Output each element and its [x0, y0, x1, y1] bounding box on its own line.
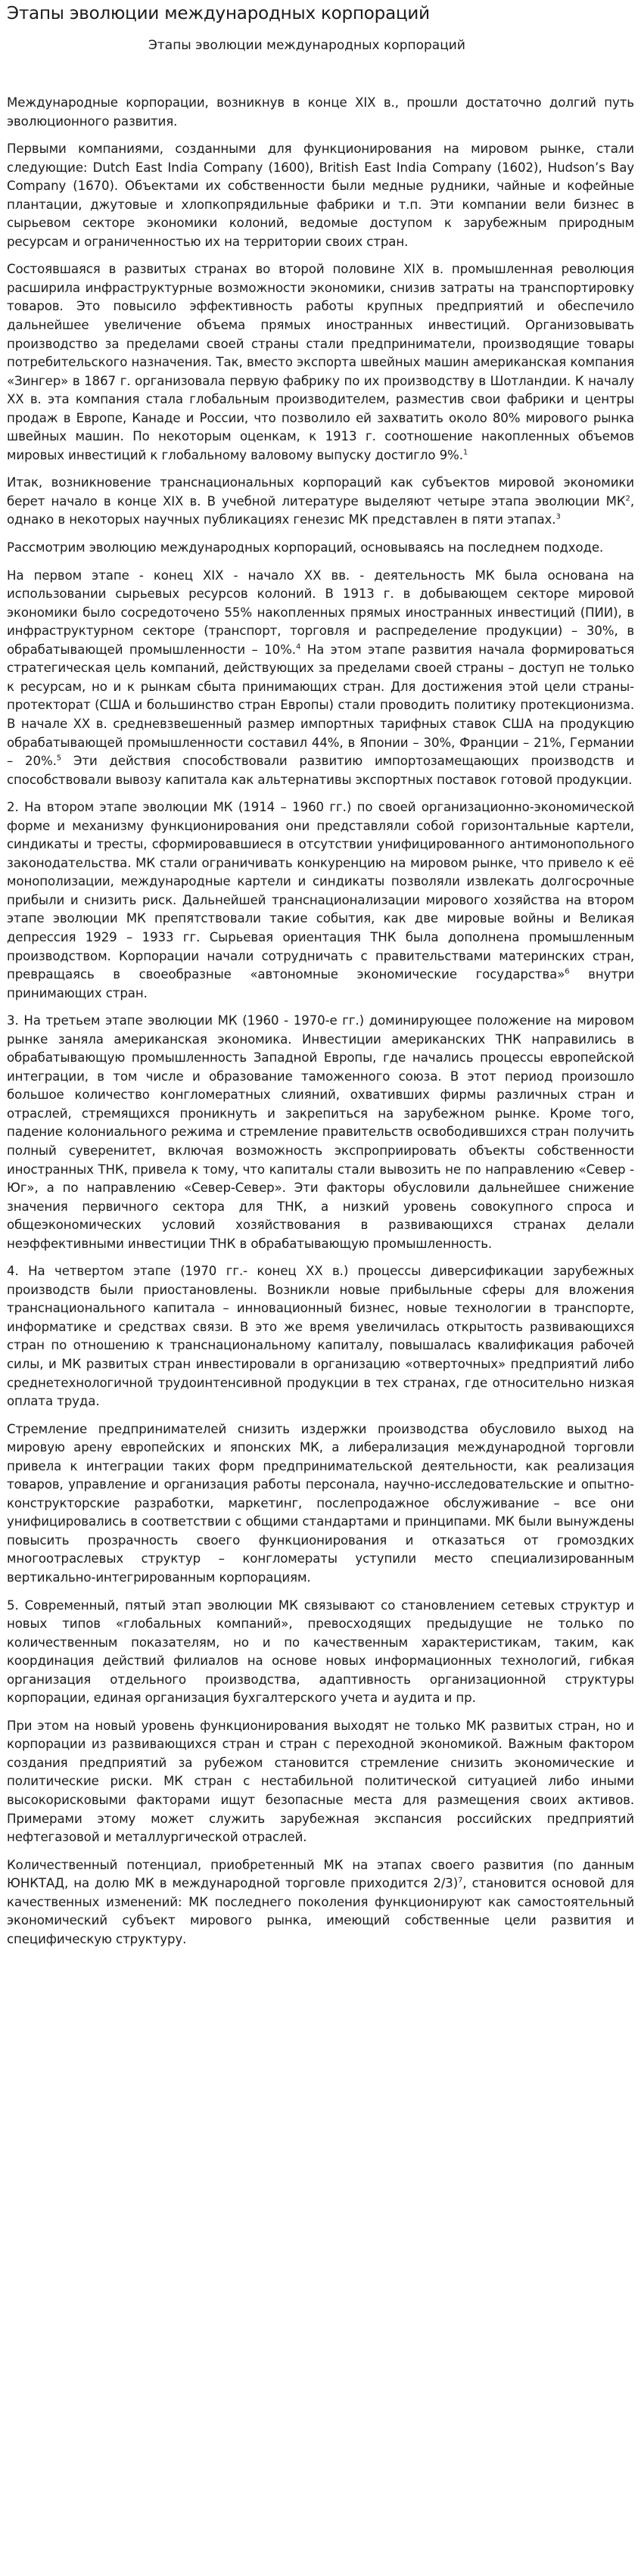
paragraph	[7, 140, 634, 251]
footnote-marker[interactable]: 2	[625, 494, 630, 503]
paragraph-text: 4. На четвертом этапе (1970 гг.- конец XX в.) процессы диверсификации зарубежных производств были приостановлены. Возникли новые прибыльные сферы для вложения транснационального капитала – инновационный бизнес, новые технологии в транспорте, информатике и средствах связи. В это же время увеличилась открытость развивающихся стран по отношению к транснациональному капиталу, повышалась квалификация рабочей силы, и МК развитых стран инвестировали в организацию «отверточных» предприятий либо среднетехнологичной трудоинтенсивной продукции в тех странах, где относительно низкая оплата труда.	[7, 1264, 634, 1409]
article-body	[7, 94, 634, 1949]
footnote-marker[interactable]: 7	[458, 1876, 463, 1885]
paragraph-text: , становится основой для качественных изменений: МК последнего поколения функционируют как самостоятельный экономический субъект мирового рынка, имеющий собственные цели развития и специфическую структуру.	[7, 1876, 634, 1946]
paragraph-text: Международные корпорации, возникнув в конце XIX в., прошли достаточно долгий путь эволюционного развития.	[7, 95, 634, 129]
page-title: Этапы эволюции международных корпораций	[7, 4, 430, 23]
paragraph	[7, 798, 634, 1003]
footnote-marker[interactable]: 1	[462, 448, 468, 457]
paragraph	[7, 1262, 634, 1411]
paragraph	[7, 1012, 634, 1253]
paragraph	[7, 1420, 634, 1588]
paragraph-text: Состоявшаяся в развитых странах во второй половине XIX в. промышленная революция расширила инфраструктурные возможности экономики, снизив затраты на транспортировку товаров. Это повысило эффективность работы крупных предприятий и обеспечило дальнейшее увеличение объема прямых иностранных инвестиций. Организовывать производство за пределами своей страны стали предприниматели, производящие товары потребительского назначения. Так, вместо экспорта швейных машин американская компания «Зингер» в 1867 г. организовала первую фабрику по их производству в Шотландии. К началу XX в. эта компания стала глобальным производителем, разместив свои фабрики и центры продаж в Европе, Канаде и России, что позволило ей захватить около 80% мирового рынка швейных машин. По некоторым оценкам, к 1913 г. соотношение накопленных объемов мировых инвестиций к глобальному валовому выпуску достигло 9%.	[7, 262, 634, 462]
paragraph-text: , однако в некоторых научных публикациях генезис МК представлен в пяти этапах.	[7, 493, 634, 527]
paragraph	[7, 260, 634, 465]
paragraph	[7, 94, 634, 131]
paragraph-text: внутри принимающих стран.	[7, 967, 634, 1000]
paragraph-text: Эти действия способствовали развитию импортозамещающих производств и способствовали вывозу капитала как альтернативы экспортных поставок готовой продукции.	[7, 754, 634, 787]
paragraph-text: 5. Современный, пятый этап эволюции МК связывают со становлением сетевых структур и новых типов «глобальных компаний», превосходящих предыдущие не только по количественным показателям, но и по качественным характеристикам, таким, как координация действий филиалов на основе новых информационных технологий, гибкая организация отдельного производства, адаптивность организационной структуры корпорации, единая организация бухгалтерского учета и аудита и пр.	[7, 1598, 634, 1706]
paragraph-text: Итак, возникновение транснациональных корпораций как субъектов мировой экономики берет начало в конце XIX в. В учебной литературе выделяют четыре этапа эволюции МК	[7, 475, 634, 509]
paragraph-text: Количественный потенциал, приобретенный МК на этапах своего развития (по данным ЮНКТАД, на долю МК в международной торговле приходится 2/3)	[7, 1857, 634, 1891]
paragraph	[7, 1856, 634, 1949]
paragraph-text: При этом на новый уровень функционирования выходят не только МК развитых стран, но и корпорации из развивающихся стран и стран с переходной экономикой. Важным фактором создания предприятий за рубежом становится стремление снизить экономические и политические риски. МК стран с нестабильной политической ситуацией либо иными высокорисковыми факторами ищут безопасные места для размещения своих активов. Примерами этому может служить зарубежная экспансия российских предприятий нефтегазовой и металлургической отраслей.	[7, 1718, 634, 1845]
paragraph	[7, 1717, 634, 1847]
paragraph-text: Стремление предпринимателей снизить издержки производства обусловило выход на мировую арену европейских и японских МК, а либерализация международной торговли привела к интеграции таких форм предпринимательской деятельности, как реализация товаров, управление и организация работы персонала, научно-исследовательские и опытно-конструкторские разработки, маркетинг, послепродажное обслуживание – все они унифицировались в соответствии с общими стандартами и принципами. МК были вынуждены повысить прозрачность своего функционирования и отказаться от громоздких многоотраслевых структур – конгломераты уступили место специализированным вертикально-интегрированным корпорациям.	[7, 1421, 634, 1585]
paragraph	[7, 567, 634, 790]
article-subtitle: Этапы эволюции международных корпораций	[148, 38, 465, 53]
paragraph-text: 3. На третьем этапе эволюции МК (1960 - 1970-е гг.) доминирующее положение на мировом рынке заняла американская экономика. Инвестиции американских ТНК направились в обрабатывающую промышленность Западной Европы, где начались процессы европейской интеграции, в том числе и образование таможенного союза. В этот период произошло большое количество конгломератных слияний, охвативших фирмы различных стран и отраслей, стремящихся проникнуть и закрепиться на зарубежном рынке. Кроме того, падение колониального режима и стремление правительств освободившихся стран получить полный суверенитет, включая возможность экспроприировать объекты собственности иностранных ТНК, привела к тому, что капиталы стали вывозить не по направлению «Север - Юг», а по направлению «Север-Север». Эти факторы обусловили дальнейшее снижение значения первичного сектора для ТНК, а низкий уровень совокупного спроса и общеэкономических условий хозяйствования в развивающихся странах делали неэффективными инвестиции ТНК в обрабатывающую промышленность.	[7, 1013, 634, 1251]
paragraph-text: На этом этапе развития начала формироваться стратегическая цель компаний, действующих за пределами своей страны – доступ не только к ресурсам, но и к рынкам сбыта принимающих стран. Для достижения этой цели страны-протекторат (США и большинство стран Европы) стали проводить политику протекционизма. В начале XX в. средневзвешенный размер импортных тарифных ставок США на продукцию обрабатывающей промышленности составил 44%, в Японии – 30%, Франции – 21%, Германии – 20%.	[7, 642, 634, 769]
paragraph	[7, 539, 634, 558]
paragraph-text: Первыми компаниями, созданными для функционирования на мировом рынке, стали следующие: Dutch East India Company (1600), British East India Company (1602), Hudson’s Bay Company (1670). Объектами их собственности были медные рудники, чайные и кофейные плантации, джутовые и хлопкопрядильные фабрики и т.п. Эти компании вели бизнес в сырьевом секторе экономики колоний, ведомые доступом к зарубежным природным ресурсам и ограниченностью их на территории своих стран.	[7, 142, 634, 249]
footnote-marker[interactable]: 3	[555, 512, 561, 521]
footnote-marker[interactable]: 6	[565, 967, 570, 976]
paragraph-text: Рассмотрим эволюцию международных корпораций, основываясь на последнем подходе.	[7, 540, 604, 555]
footnote-marker[interactable]: 4	[295, 642, 301, 652]
paragraph-text: На первом этапе - конец XIX - начало XX вв. - деятельность МК была основана на использовании сырьевых ресурсов колоний. В 1913 г. в добывающем секторе мировой экономики было сосредоточено 55% накопленных прямых иностранных инвестиций (ПИИ), в инфраструктурном секторе (транспорт, торговля и распределение продукции) – 30%, в обрабатывающей промышленности – 10%.	[7, 568, 634, 657]
paragraph	[7, 1597, 634, 1708]
footnote-marker[interactable]: 5	[56, 754, 62, 763]
paragraph	[7, 474, 634, 530]
paragraph-text: 2. На втором этапе эволюции МК (1914 – 1960 гг.) по своей организационно-экономической форме и механизму функционирования они представляли собой горизонтальные картели, синдикаты и тресты, сформировавшиеся в отсутствии унифицированного антимонопольного законодательства. МК стали ограничивать конкуренцию на мировом рынке, что привело к её монополизации, международные картели и синдикаты позволяли извлекать долгосрочные прибыли и снизить риск. Дальнейшей транснационализации мирового хозяйства на втором этапе эволюции МК препятствовали такие события, как две мировые войны и Великая депрессия 1929 – 1933 гг. Сырьевая ориентация ТНК была дополнена промышленным производством. Корпорации начали сотрудничать с правительствами материнских стран, превращаясь в своеобразные «автономные экономические государства»	[7, 800, 634, 982]
